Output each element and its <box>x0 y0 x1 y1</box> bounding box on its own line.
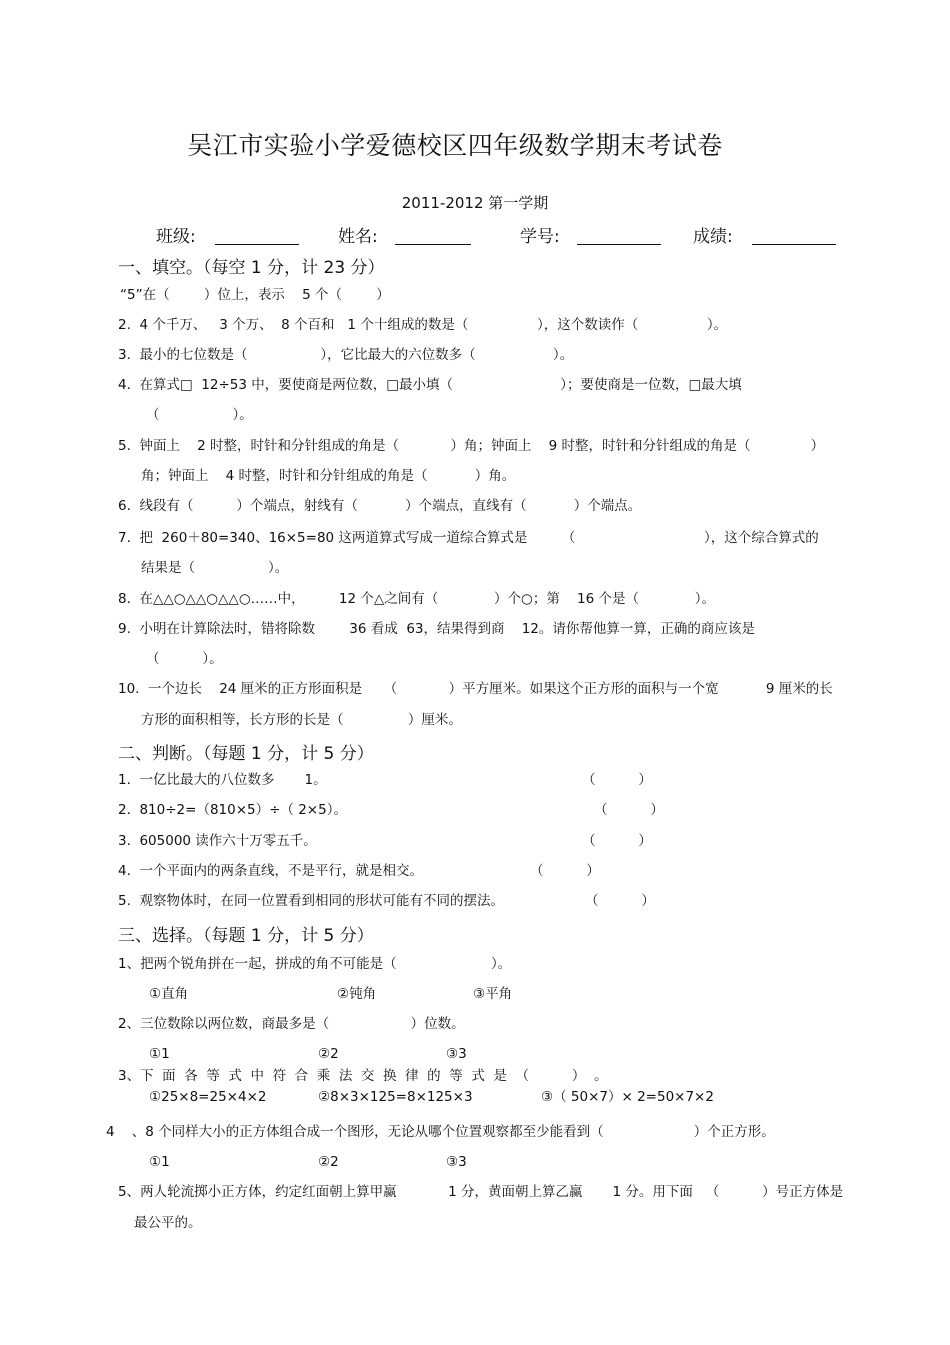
id-blank[interactable] <box>577 226 661 245</box>
judge-answer-5[interactable]: （ ） <box>585 893 655 909</box>
section-fill-heading: 一、填空。（每空 1 分，计 23 分） <box>118 258 385 278</box>
score-label: 成绩: <box>693 227 733 247</box>
fill-question-10: 10. 一个边长 24 厘米的正方形面积是 （ ）平方厘米。如果这个正方形的面积与一个宽 9 厘米的长 <box>118 681 833 697</box>
choice-3-option-1[interactable]: ①25×8=25×4×2 <box>149 1089 267 1105</box>
choice-1-option-3[interactable]: ③平角 <box>473 986 513 1002</box>
choice-question-3: 3、下 面 各 等 式 中 符 合 乘 法 交 换 律 的 等 式 是 （ ） 。 <box>118 1068 608 1084</box>
judge-question-4: 4. 一个平面内的两条直线，不是平行，就是相交。 <box>118 863 423 879</box>
choice-question-4: 4 、8 个同样大小的正方体组合成一个图形，无论从哪个位置观察都至少能看到（ ）个正方形。 <box>106 1124 775 1140</box>
choice-question-2: 2、三位数除以两位数，商最多是（ ）位数。 <box>118 1016 465 1032</box>
id-field[interactable] <box>520 222 661 247</box>
class-field[interactable] <box>156 222 299 247</box>
fill-question-7-cont: 结果是（ ）。 <box>141 560 289 576</box>
choice-question-5-cont: 最公平的。 <box>134 1215 202 1231</box>
judge-answer-2[interactable]: （ ） <box>594 802 664 818</box>
semester-subtitle: 2011-2012 第一学期 <box>401 194 549 212</box>
choice-question-1: 1、把两个锐角拼在一起，拼成的角不可能是（ ）。 <box>118 956 512 972</box>
choice-4-option-2[interactable]: ②2 <box>318 1154 339 1170</box>
fill-question-9: 9. 小明在计算除法时，错将除数 36 看成 63，结果得到商 12。请你帮他算一算，正确的商应该是 <box>118 621 755 637</box>
fill-question-8: 8. 在△△○△△○△△○……中， 12 个△之间有（ ）个○；第 16 个是（ ）。 <box>118 591 716 607</box>
choice-2-option-1[interactable]: ①1 <box>149 1046 170 1062</box>
judge-question-1: 1. 一亿比最大的八位数多 1。 <box>118 772 327 788</box>
fill-question-7: 7. 把 260＋80=340、16×5=80 这两道算式写成一道综合算式是 （ ），这个综合算式的 <box>118 530 819 546</box>
judge-answer-1[interactable]: （ ） <box>582 772 652 788</box>
judge-question-5: 5. 观察物体时，在同一位置看到相同的形状可能有不同的摆法。 <box>118 893 504 909</box>
fill-question-10-cont: 方形的面积相等，长方形的长是（ ）厘米。 <box>141 712 462 728</box>
fill-question-2: 2. 4 个千万、 3 个万、 8 个百和 1 个十组成的数是（ ），这个数读作（ ）。 <box>118 317 728 333</box>
choice-1-option-1[interactable]: ①直角 <box>149 986 189 1002</box>
id-label: 学号: <box>520 227 560 247</box>
judge-answer-3[interactable]: （ ） <box>582 833 652 849</box>
class-blank[interactable] <box>215 226 299 245</box>
name-blank[interactable] <box>395 226 471 245</box>
judge-question-3: 3. 605000 读作六十万零五千。 <box>118 833 317 849</box>
fill-question-3: 3. 最小的七位数是（ ），它比最大的六位数多（ ）。 <box>118 347 574 363</box>
choice-2-option-2[interactable]: ②2 <box>318 1046 339 1062</box>
fill-question-5-cont: 角；钟面上 4 时整，时针和分针组成的角是（ ）角。 <box>141 468 516 484</box>
fill-question-5: 5. 钟面上 2 时整，时针和分针组成的角是（ ）角；钟面上 9 时整，时针和分针组成的角是（ ） <box>118 438 825 454</box>
choice-4-option-3[interactable]: ③3 <box>446 1154 467 1170</box>
choice-3-option-3[interactable]: ③（ 50×7）× 2=50×7×2 <box>541 1089 714 1105</box>
score-field[interactable] <box>693 222 836 247</box>
fill-question-6: 6. 线段有（ ）个端点，射线有（ ）个端点，直线有（ ）个端点。 <box>118 498 642 514</box>
choice-3-option-2[interactable]: ②8×3×125=8×125×3 <box>318 1089 473 1105</box>
section-judge-heading: 二、判断。（每题 1 分，计 5 分） <box>118 744 374 764</box>
judge-answer-4[interactable]: （ ） <box>530 863 600 879</box>
choice-question-5: 5、两人轮流掷小正方体，约定红面朝上算甲赢 1 分，黄面朝上算乙赢 1 分。用下面 （ ）号正方体是 <box>118 1184 844 1200</box>
class-label: 班级: <box>156 227 196 247</box>
section-choice-heading: 三、选择。（每题 1 分，计 5 分） <box>118 926 374 946</box>
exam-title: 吴江市实验小学爱德校区四年级数学期末考试卷 <box>187 131 723 160</box>
choice-1-option-2[interactable]: ②钝角 <box>337 986 377 1002</box>
fill-question-4: 4. 在算式□ 12÷53 中，要使商是两位数，□最小填（ ）；要使商是一位数，□最大填 <box>118 377 742 393</box>
choice-2-option-3[interactable]: ③3 <box>446 1046 467 1062</box>
choice-4-option-1[interactable]: ①1 <box>149 1154 170 1170</box>
name-label: 姓名: <box>338 227 378 247</box>
score-blank[interactable] <box>752 226 836 245</box>
fill-question-1: “5”在（ ）位上，表示 5 个（ ） <box>120 287 390 303</box>
judge-question-2: 2. 810÷2=（810×5）÷（ 2×5）。 <box>118 802 347 818</box>
fill-question-9-cont: （ ）。 <box>146 651 223 667</box>
fill-question-4-cont: （ ）。 <box>146 407 253 423</box>
name-field[interactable] <box>338 222 471 247</box>
